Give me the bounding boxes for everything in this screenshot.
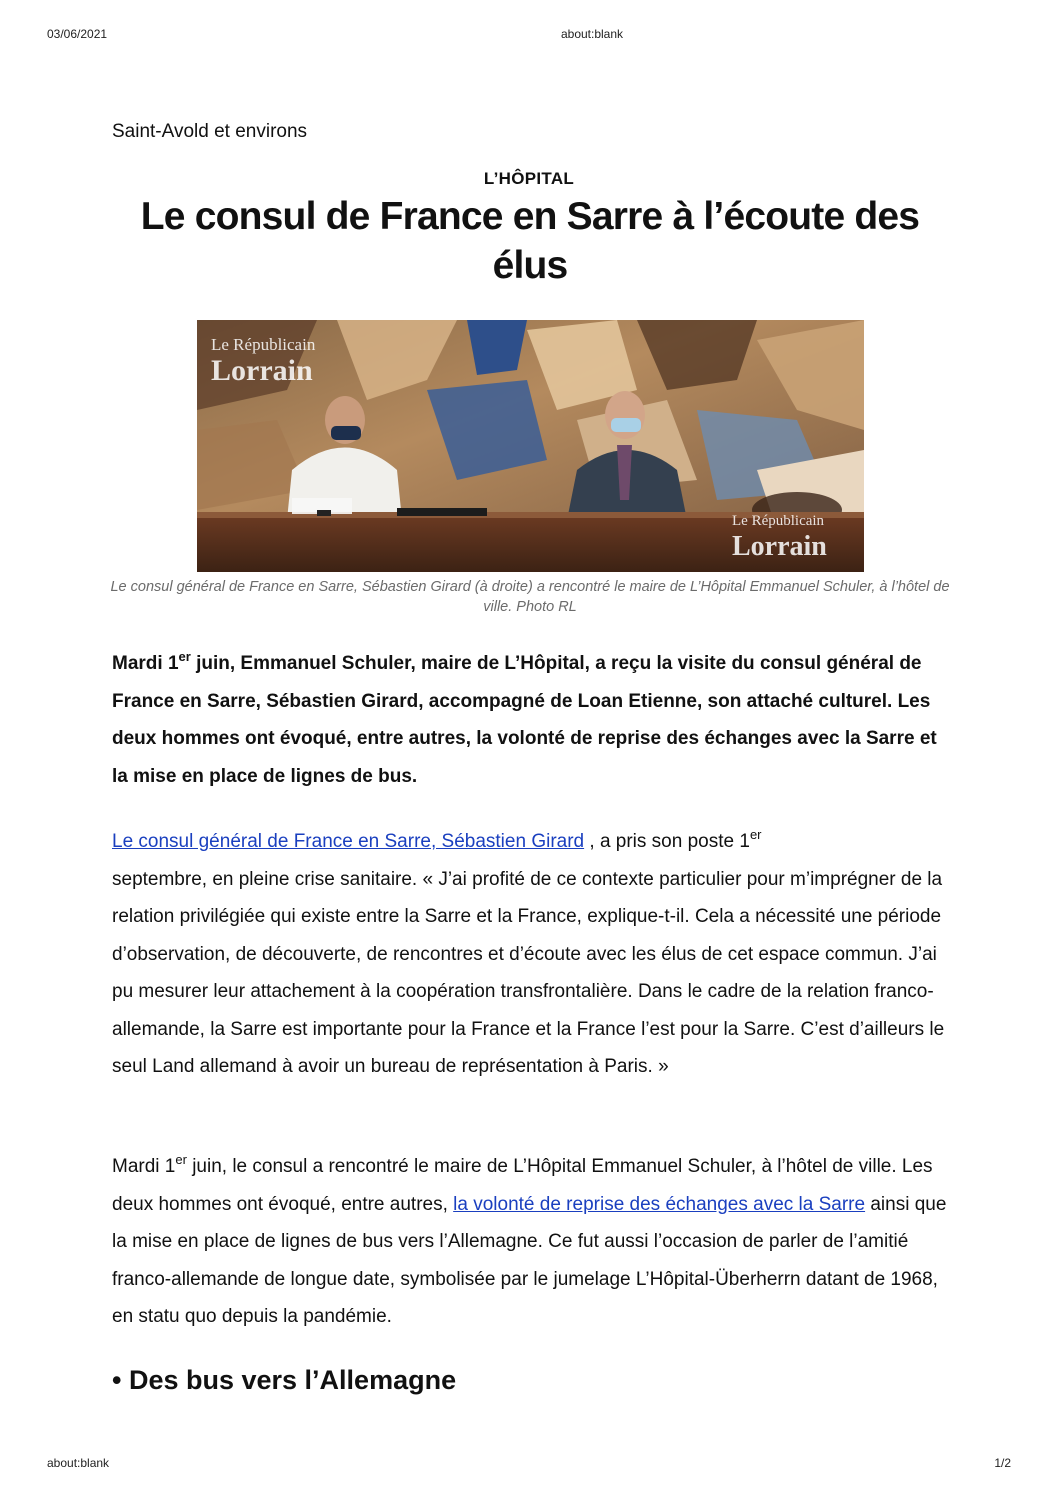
article-kicker: L’HÔPITAL [483, 169, 575, 188]
p2-after-link: ainsi que la mise en place de lignes de bus vers l’Allemagne. Ce fut aussi l’occasion de parler de l’amitié franco-allemande de longue date, symbolisée par le jumelage L’Hôpital-Überherrn datant de 1968, en statu quo depuis la pandémie. [112, 1193, 947, 1327]
subheading-bus: • Des bus vers l’Allemagne [112, 1365, 457, 1395]
paragraph-2 [112, 1148, 952, 1336]
section-label: Saint-Avold et environs [112, 121, 308, 142]
lead-start: Mardi 1 [112, 653, 179, 674]
consul-profile-link[interactable]: Le consul général de France en Sarre, Sébastien Girard [112, 831, 585, 852]
watermark-bottom-line1: Le Républicain [732, 513, 825, 529]
watermark-top-line2: Lorrain [211, 354, 313, 387]
p2-start: Mardi 1 [112, 1156, 176, 1177]
print-url: about:blank [560, 27, 624, 41]
p1-sup: er [749, 827, 762, 842]
p2-before-link: juin, le consul a rencontré le maire de L’Hôpital Emmanuel Schuler, à l’hôtel de ville. Les deux hommes ont évoqué, entre autres, [112, 1156, 933, 1215]
article-photo [197, 320, 864, 572]
lead-sup: er [178, 649, 191, 664]
p1-rest: septembre, en pleine crise sanitaire. « J’ai profité de ce contexte particulier pour m’imprégner de la relation privilégiée qui existe entre la Sarre et la France, explique-t-il. Cela a nécessité une période d’observation, de découverte, de rencontres et d’écoute avec les élus de cet espace commun. J’ai pu mesurer leur attachement à la coopération transfrontalière. Dans le cadre de la relation franco-allemande, la Sarre est importante pour la France et la France l’est pour la Sarre. C’est d’ailleurs le seul Land allemand à avoir un bureau de représentation à Paris. » [112, 868, 945, 1077]
lead-rest: juin, Emmanuel Schuler, maire de L’Hôpital, a reçu la visite du consul général de France en Sarre, Sébastien Girard, accompagné de Loan Etienne, son attaché culturel. Les deux hommes ont évoqué, entre autres, la volonté de reprise des échanges avec la Sarre et la mise en place de lignes de bus. [112, 653, 937, 787]
footer-url: about:blank [47, 1456, 110, 1470]
exchanges-sarre-link[interactable]: la volonté de reprise des échanges avec la Sarre [453, 1193, 866, 1215]
p1-after-link: , a pris son poste 1 [584, 831, 750, 852]
page-number: 1/2 [994, 1456, 1011, 1470]
p2-sup: er [175, 1152, 187, 1167]
watermark-bottom-line2: Lorrain [732, 531, 827, 562]
print-date: 03/06/2021 [47, 27, 108, 41]
watermark-top-line1: Le Républicain [211, 335, 316, 354]
lead-paragraph [112, 645, 952, 795]
article-title: Le consul de France en Sarre à l’écoute des élus [140, 195, 920, 287]
photo-caption: Le consul général de France en Sarre, Sébastien Girard (à droite) a rencontré le maire de L’Hôpital Emmanuel Schuler, à l’hôtel de ville. Photo RL [110, 579, 950, 615]
paragraph-1 [112, 823, 952, 1086]
